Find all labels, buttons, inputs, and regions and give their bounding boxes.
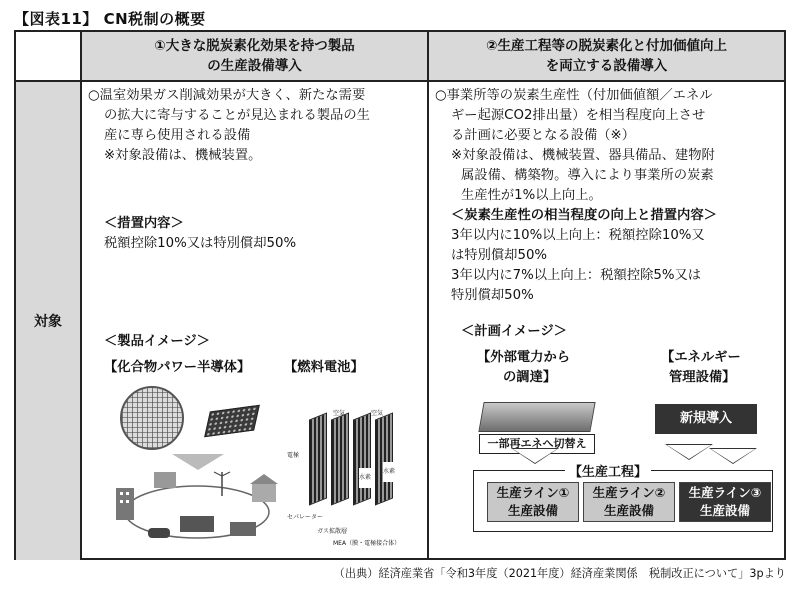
col2-measure-3: 3年以内に7%以上向上：税額控除5%又は [451,268,702,283]
header-col1-line2: の生産設備導入 [207,58,302,74]
factory-graphic [478,402,595,432]
col1-measure-text: 税額控除10%又は特別償却50% [104,236,297,251]
row-label: 対象 [16,82,80,560]
figure-title: 【図表11】 CN税制の概要 [14,10,206,28]
product2-label: 【燃料電池】 [284,360,364,375]
fc-plate-3 [353,412,371,505]
summary-table [14,30,786,560]
header-col2-line2: を両立する設備導入 [545,58,668,74]
col2-cell [429,82,784,560]
energy-mgmt-line2: 管理設備】 [669,370,736,385]
col2-line-5: 属設備、構築物。導入により事業所の炭素 [461,168,714,183]
header-col1 [82,32,427,80]
header-blank-cell [16,32,80,80]
production-line-3-equipment: 生産設備 [699,503,750,518]
source-citation: （出典）経済産業省「令和3年度（2021年度）経済産業関係 税制改正について」3pより [333,567,786,580]
production-line-2 [583,482,675,522]
col1-line-1: ○温室効果ガス削減効果が大きく、新たな需要 [88,88,366,103]
production-line-1 [487,482,579,522]
header-col2-line1: ②生産工程等の脱炭素化と付加価値向上 [486,38,727,54]
chip-graphic [204,405,260,437]
external-power-line1: 【外部電力から [477,350,571,365]
col2-line-3: る計画に必要となる設備（※） [451,128,636,143]
production-line-1-equipment: 生産設備 [507,503,558,518]
fc-label-electrode: 電極 [287,452,300,459]
arrow-left-fill [513,449,557,463]
col2-line-4: ※対象設備は、機械装置、器具備品、建物附 [451,148,715,163]
col2-line-2: ギー起源CO2排出量）を相当程度向上させ [451,108,706,123]
external-power-line2: の調達】 [503,370,557,385]
new-introduction-box: 新規導入 [655,404,757,434]
fc-plate-4 [375,412,393,505]
col2-measure-title: ＜炭素生産性の相当程度の向上と措置内容＞ [451,208,717,223]
fc-label-h2-1: 水素 [359,468,371,488]
col2-measure-4: 特別償却50% [451,288,534,303]
col1-measure-title: ＜措置内容＞ [104,216,184,231]
col1-cell [82,82,427,560]
fuel-cell-image [287,382,422,552]
fc-plate-1 [309,412,327,505]
fc-label-air-2: 空気 [371,410,384,417]
production-line-3 [679,482,771,522]
product1-label: 【化合物パワー半導体】 [104,360,251,375]
fc-label-separator: セパレーター [287,514,324,521]
header-col2 [429,32,784,80]
applications-illustration [112,470,282,555]
col2-plan-title: ＜計画イメージ＞ [461,324,567,339]
col1-line-3: 産に専ら使用される設備 [104,128,251,143]
arrow-center-fill [667,445,711,459]
col2-measure-1: 3年以内に10%以上向上：税額控除10%又 [451,228,705,243]
fc-label-h2-2: 水素 [383,462,395,482]
production-line-2-equipment: 生産設備 [603,503,654,518]
fc-label-mea: MEA（膜・電極接合体） [333,540,401,547]
col2-line-1: ○事業所等の炭素生産性（付加価値額／エネル [435,88,713,103]
fc-label-air-1: 空気 [333,410,346,417]
col1-product-title: ＜製品イメージ＞ [104,334,210,349]
down-arrow-icon [172,454,224,470]
production-process-label: 【生産工程】 [565,463,651,483]
arrow-right-fill [711,449,755,463]
fc-plate-2 [331,412,349,505]
power-semiconductor-image [112,382,282,552]
production-line-1-title: 生産ライン① [496,485,570,500]
header-col1-line1: ①大きな脱炭素化効果を持つ製品 [154,38,355,54]
col1-line-2: の拡大に寄与することが見込まれる製品の生 [104,108,370,123]
col2-measure-2: は特別償却50% [451,248,548,263]
production-line-2-title: 生産ライン② [592,485,666,500]
renewable-switch-label: 一部再エネへ切替え [479,434,595,454]
energy-mgmt-line1: 【エネルギー [661,350,741,365]
wafer-graphic [120,386,184,450]
production-line-3-title: 生産ライン③ [688,485,762,500]
fc-label-gas-diffusion: ガス拡散層 [317,528,348,535]
col1-line-4: ※対象設備は、機械装置。 [104,148,262,163]
col2-line-6: 生産性が1%以上向上。 [461,188,602,203]
